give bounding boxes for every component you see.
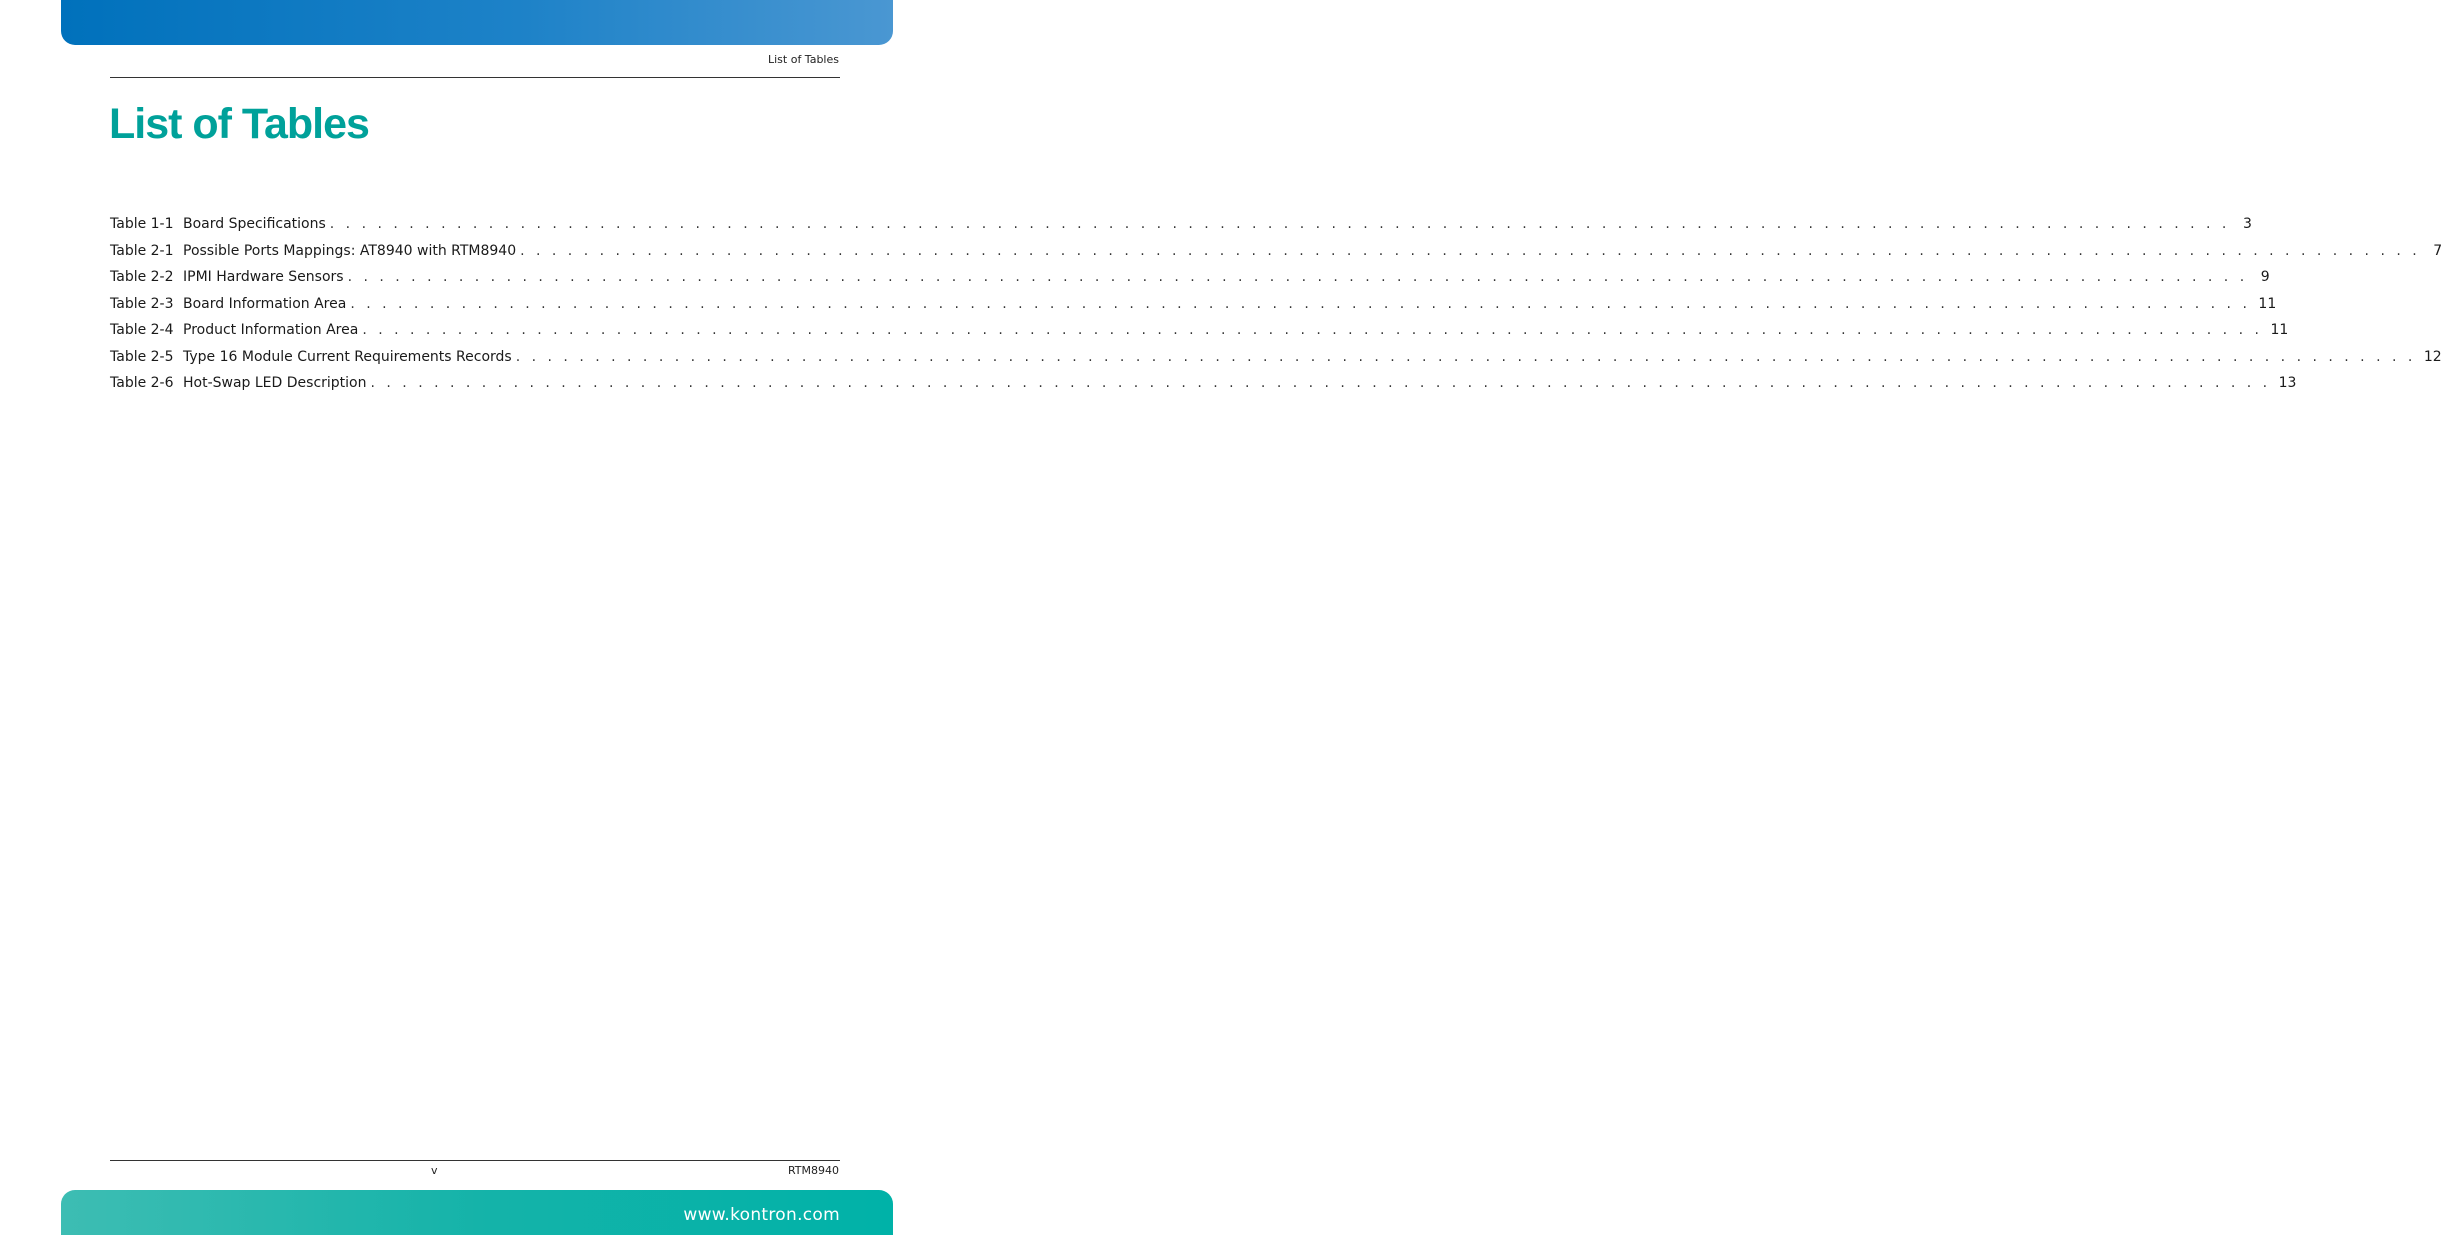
footer-divider [110, 1160, 840, 1161]
toc-entry-number: Table 2-5 [110, 348, 174, 365]
toc-entry-page: 12 [2423, 348, 2442, 365]
product-name: RTM8940 [787, 1164, 839, 1177]
toc-dot-leader: . . . . . . . . . . . . . . . . . . . . . . . . . . . . . . . . . . . . . . . . . . . . . . . . . . . . . . . . . . . . . . . . . . . . . . . . . . . . . . . . . . . . . . . . . . . . . . . . . . . . . . . . . . . . . . . . . . . . . . . . [347, 269, 2248, 285]
page-title: List of Tables [109, 100, 369, 148]
list-of-tables [110, 216, 2442, 402]
toc-dot-leader: . . . . . . . . . . . . . . . . . . . . . . . . . . . . . . . . . . . . . . . . . . . . . . . . . . . . . . . . . . . . . . . . . . . . . . . . . . . . . . . . . . . . . . . . . . . . . . . . . . . . . . . . . . . . . . . . . . . . . . . . [520, 242, 2421, 259]
toc-entry-title: Type 16 Module Current Requirements Records [183, 348, 512, 365]
toc-entry-page: 7 [2433, 242, 2442, 259]
toc-entry[interactable] [110, 348, 2442, 376]
toc-dot-leader: . . . . . . . . . . . . . . . . . . . . . . . . . . . . . . . . . . . . . . . . . . . . . . . . . . . . . . . . . . . . . . . . . . . . . . . . . . . . . . . . . . . . . . . . . . . . . . . . . . . . . . . . . . . . . . . . . . . . . . . . [362, 322, 2263, 338]
running-header: List of Tables [767, 53, 839, 66]
toc-entry-title: Board Information Area [183, 295, 347, 312]
page-number: v [431, 1164, 438, 1177]
toc-entry-title: Hot-Swap LED Description [183, 375, 367, 391]
toc-entry[interactable] [110, 216, 2252, 243]
toc-entry-title: Board Specifications [183, 216, 326, 232]
footer-band [61, 1190, 893, 1235]
toc-entry-number: Table 2-2 [110, 269, 174, 285]
toc-entry-title: Possible Ports Mappings: AT8940 with RTM8940 [183, 242, 517, 259]
toc-entry-number: Table 1-1 [110, 216, 174, 232]
toc-entry-number: Table 2-1 [110, 242, 174, 259]
toc-entry-number: Table 2-3 [110, 295, 174, 312]
toc-entry-page: 11 [2270, 322, 2289, 338]
toc-entry-number: Table 2-6 [110, 375, 174, 391]
toc-entry-title: Product Information Area [183, 322, 359, 338]
toc-entry-number: Table 2-4 [110, 322, 174, 338]
header-band [61, 0, 893, 45]
toc-entry[interactable] [110, 375, 2297, 402]
toc-entry[interactable] [110, 242, 2442, 270]
toc-dot-leader: . . . . . . . . . . . . . . . . . . . . . . . . . . . . . . . . . . . . . . . . . . . . . . . . . . . . . . . . . . . . . . . . . . . . . . . . . . . . . . . . . . . . . . . . . . . . . . . . . . . . . . . . . . . . . . . . . . . . . . . . [515, 348, 2416, 365]
website-link[interactable]: www.kontron.com [683, 1205, 840, 1225]
toc-entry-page: 9 [2260, 269, 2270, 285]
toc-entry-page: 13 [2278, 375, 2297, 391]
toc-entry-page: 11 [2258, 295, 2277, 312]
toc-dot-leader: . . . . . . . . . . . . . . . . . . . . . . . . . . . . . . . . . . . . . . . . . . . . . . . . . . . . . . . . . . . . . . . . . . . . . . . . . . . . . . . . . . . . . . . . . . . . . . . . . . . . . . . . . . . . . . . . . . . . . . . . [329, 216, 2230, 232]
toc-dot-leader: . . . . . . . . . . . . . . . . . . . . . . . . . . . . . . . . . . . . . . . . . . . . . . . . . . . . . . . . . . . . . . . . . . . . . . . . . . . . . . . . . . . . . . . . . . . . . . . . . . . . . . . . . . . . . . . . . . . . . . . . [370, 375, 2271, 391]
toc-entry-page: 3 [2242, 216, 2252, 232]
toc-entry[interactable] [110, 322, 2289, 349]
toc-dot-leader: . . . . . . . . . . . . . . . . . . . . . . . . . . . . . . . . . . . . . . . . . . . . . . . . . . . . . . . . . . . . . . . . . . . . . . . . . . . . . . . . . . . . . . . . . . . . . . . . . . . . . . . . . . . . . . . . . . . . . . . . [350, 295, 2251, 312]
header-divider [110, 77, 840, 78]
toc-entry[interactable] [110, 295, 2277, 323]
toc-entry[interactable] [110, 269, 2270, 296]
toc-entry-title: IPMI Hardware Sensors [183, 269, 344, 285]
